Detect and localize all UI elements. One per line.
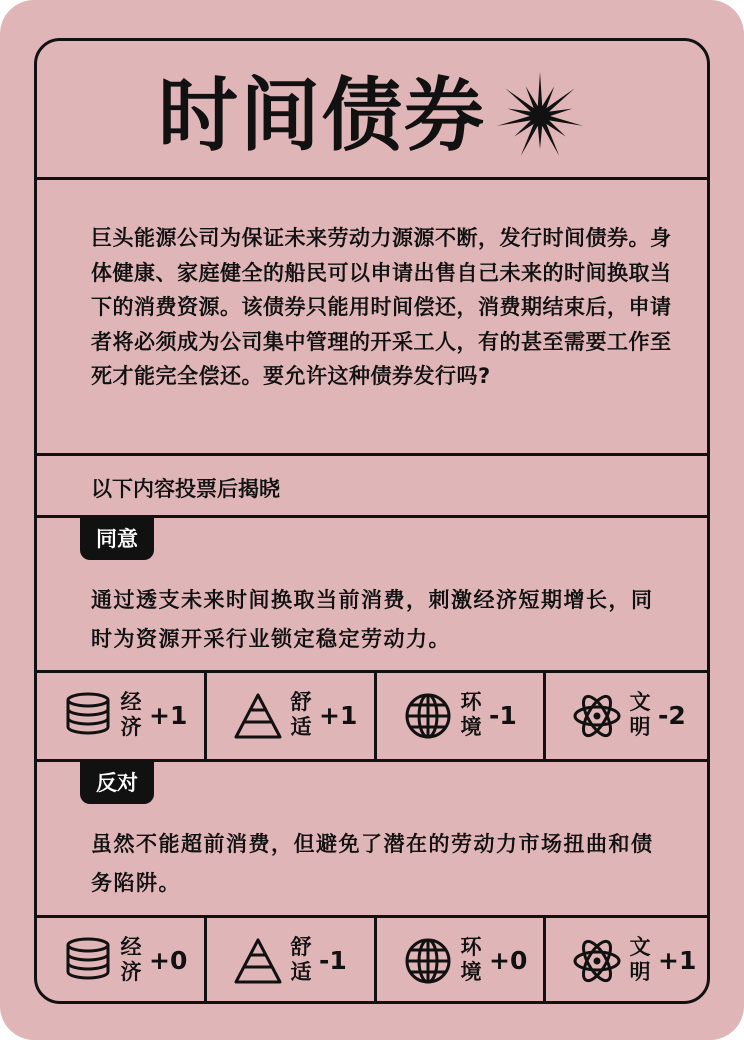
- atom-icon: [572, 936, 622, 986]
- globe-icon: [403, 936, 453, 986]
- stat-delta: -2: [658, 701, 686, 730]
- stat-delta: -1: [489, 701, 517, 730]
- stat-label: 文明: [629, 690, 651, 739]
- stat-civilization: [546, 918, 710, 1004]
- stat-delta: +1: [658, 946, 697, 975]
- stat-label: 舒适: [290, 690, 312, 739]
- coin-stack-icon: [63, 936, 113, 986]
- stat-label: 环境: [460, 935, 482, 984]
- stat-delta: +1: [319, 701, 358, 730]
- card-title: [37, 63, 707, 164]
- stat-comfort: [207, 673, 375, 759]
- card-title-text: 时间债券: [158, 69, 486, 163]
- reveal-note: 以下内容投票后揭晓: [91, 477, 280, 501]
- stat-environment: [377, 918, 545, 1004]
- globe-icon: [403, 691, 453, 741]
- stat-label: 文明: [629, 935, 651, 984]
- stat-label: 舒适: [290, 935, 312, 984]
- coin-stack-icon: [63, 691, 113, 741]
- divider: [37, 453, 707, 456]
- stat-delta: -1: [319, 946, 347, 975]
- stat-delta: +0: [489, 946, 528, 975]
- stat-label: 环境: [460, 690, 482, 739]
- oppose-outcome-text: 虽然不能超前消费，但避免了潜在的劳动力市场扭曲和债务陷阱。: [91, 832, 654, 895]
- stat-economy: [37, 673, 205, 759]
- atom-icon: [572, 691, 622, 741]
- stat-label: 经济: [120, 935, 142, 984]
- stat-civilization: [546, 673, 710, 759]
- card-frame: [34, 38, 710, 1004]
- oppose-tag: 反对: [80, 762, 154, 804]
- agree-stats: [37, 673, 707, 759]
- starburst-icon: [494, 70, 586, 162]
- divider: [37, 177, 707, 180]
- stat-economy: [37, 918, 205, 1004]
- oppose-stats: [37, 918, 707, 1004]
- stat-label: 经济: [120, 690, 142, 739]
- card-description: 巨头能源公司为保证未来劳动力源源不断，发行时间债券。身体健康、家庭健全的船民可以申请出售自己未来的时间换取当下的消费资源。该债券只能用时间偿还，消费期结束后，申请者将必须成为公司集中管理的开采工人，有的甚至需要工作至死才能完全偿还。要允许这种债券发行吗?: [91, 226, 672, 388]
- stat-delta: +0: [149, 946, 188, 975]
- agree-tag: 同意: [80, 518, 154, 560]
- pyramid-icon: [233, 691, 283, 741]
- agree-outcome-text: 通过透支未来时间换取当前消费，刺激经济短期增长，同时为资源开采行业锁定稳定劳动力。: [91, 588, 654, 651]
- stat-environment: [377, 673, 545, 759]
- stat-delta: +1: [149, 701, 188, 730]
- stat-comfort: [207, 918, 375, 1004]
- pyramid-icon: [233, 936, 283, 986]
